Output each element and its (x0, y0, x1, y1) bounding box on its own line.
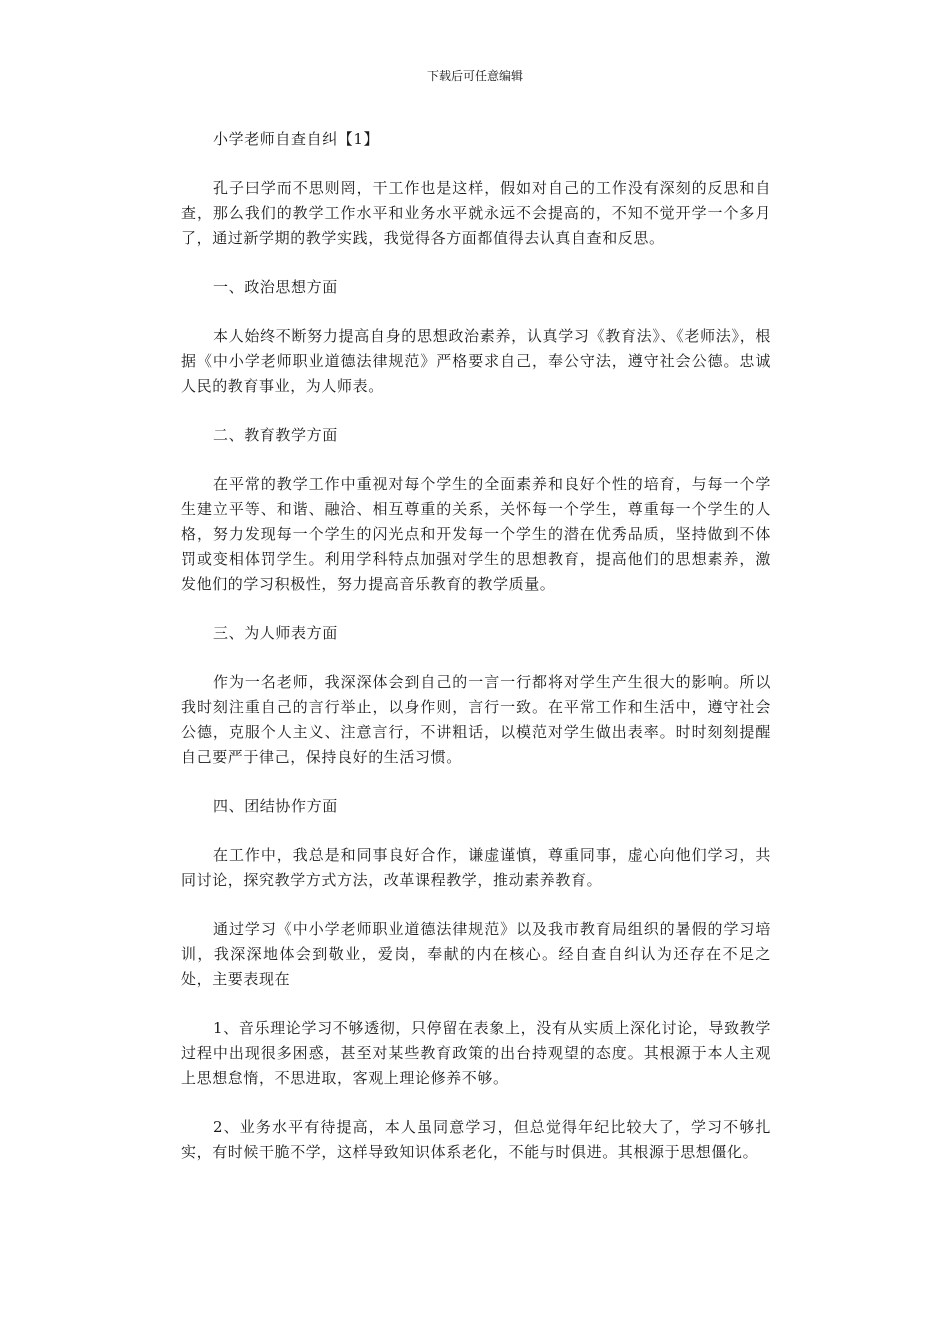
section-text-politics: 本人始终不断努力提高自身的思想政治素养，认真学习《教育法》、《老师法》，根据《中小学老师职业道德法律规范》严格要求自己，奉公守法，遵守社会公德。忠诚人民的教育事业，为人师表。 (181, 327, 771, 395)
section-text-conduct: 作为一名老师，我深深体会到自己的一言一行都将对学生产生很大的影响。所以我时刻注重自己的言行举止，以身作则，言行一致。在平常工作和生活中，遵守社会公德，克服个人主义、注意言行，不讲粗话，以模范对学生做出表率。时时刻刻提醒自己要严于律己，保持良好的生活习惯。 (181, 673, 771, 766)
intro-paragraph: 孔子曰学而不思则罔，干工作也是这样，假如对自己的工作没有深刻的反思和自查，那么我们的教学工作水平和业务水平就永远不会提高的，不知不觉开学一个多月了，通过新学期的教学实践，我觉得各方面都值得去认真自查和反思。 (181, 179, 771, 247)
section-heading-politics: 一、政治思想方面 (213, 278, 338, 296)
section-text-teaching: 在平常的教学工作中重视对每个学生的全面素养和良好个性的培育，与每一个学生建立平等、和谐、融洽、相互尊重的关系，关怀每一个学生，尊重每一个学生的人格，努力发现每一个学生的闪光点和开发每一个学生的潜在优秀品质，坚持做到不体罚或变相体罚学生。利用学科特点加强对学生的思想教育，提高他们的思想素养，激发他们的学习积极性，努力提高音乐教育的教学质量。 (181, 475, 771, 593)
document-body (181, 127, 771, 1165)
section-heading-teamwork: 四、团结协作方面 (213, 797, 338, 815)
problem-item-1: 1、音乐理论学习不够透彻，只停留在表象上，没有从实质上深化讨论，导致教学过程中出现很多困惑，甚至对某些教育政策的出台持观望的态度。其根源于本人主观上思想怠惰，不思进取，客观上理论修养不够。 (181, 1019, 771, 1087)
section-heading-conduct: 三、为人师表方面 (213, 624, 338, 642)
summary-paragraph: 通过学习《中小学老师职业道德法律规范》以及我市教育局组织的暑假的学习培训，我深深地体会到敬业，爱岗，奉献的内在核心。经自查自纠认为还存在不足之处，主要表现在 (181, 920, 771, 988)
document-title: 小学老师自查自纠【1】 (213, 130, 380, 148)
section-text-teamwork: 在工作中，我总是和同事良好合作，谦虚谨慎，尊重同事，虚心向他们学习，共同讨论，探究教学方式方法，改革课程教学，推动素养教育。 (181, 846, 771, 889)
page-header-note: 下载后可任意编辑 (426, 69, 523, 83)
section-heading-teaching: 二、教育教学方面 (213, 426, 338, 444)
problem-item-2: 2、业务水平有待提高，本人虽同意学习，但总觉得年纪比较大了，学习不够扎实，有时候干脆不学，这样导致知识体系老化，不能与时俱进。其根源于思想僵化。 (181, 1118, 771, 1161)
